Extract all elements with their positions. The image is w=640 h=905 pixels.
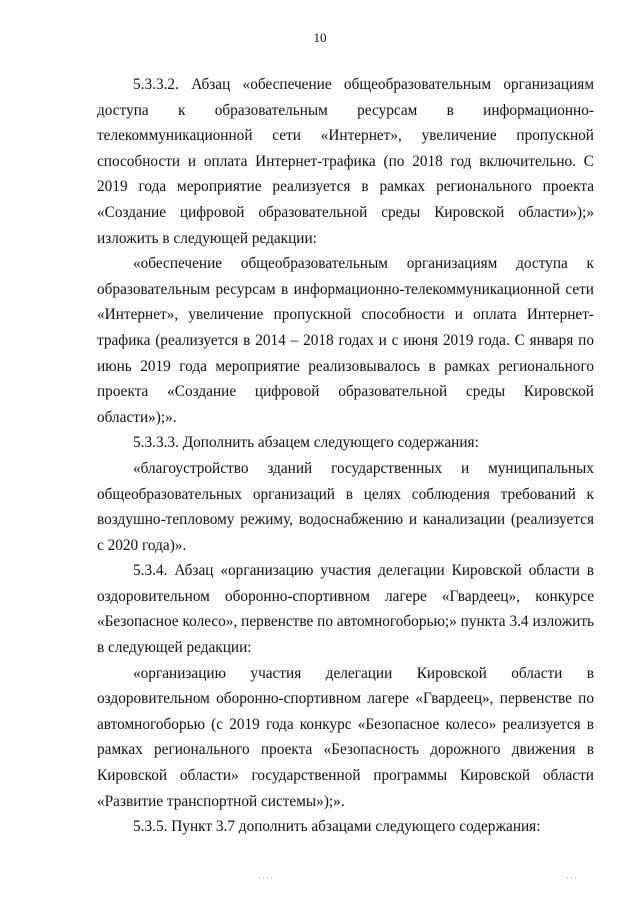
document-body: [97, 72, 594, 840]
paragraph-5-3-4: 5.3.4. Абзац «организацию участия делегации Кировской области в оздоровительном оборонно-спортивном лагере «Гвардеец», конкурсе «Безопасное колесо», первенстве по автомногоборью;» пункта 3.4 изложить в следующей редакции:: [97, 562, 594, 657]
page-number: 10: [313, 30, 327, 45]
paragraph-5-3-3-3: 5.3.3.3. Дополнить абзацем следующего содержания:: [133, 434, 479, 452]
paragraph-5-3-5: 5.3.5. Пункт 3.7 дополнить абзацами следующего содержания:: [133, 818, 541, 836]
scan-artifact-left: ····: [258, 873, 274, 883]
paragraph-5-3-3-2-new-wording: «обеспечение общеобразовательным организациям доступа к образовательным ресурсам в информационно-телекоммуникационной сети «Интернет», увеличение пропускной способности и оплата Интернет-трафика (реализуется в 2014 – 2018 годах и с июня 2019 года. С января по июнь 2019 года мероприятие реализовывалось в рамках регионального проекта «Создание цифровой образовательной среды Кировской области»);».: [97, 255, 594, 426]
paragraph-5-3-4-new-wording: «организацию участия делегации Кировской области в оздоровительном оборонно-спортивном лагере «Гвардеец», первенстве по автомногоборью (с 2019 года конкурс «Безопасное колесо» реализуется в рамках регионального проекта «Безопасность дорожного движения в Кировской области» государственной программы Кировской области «Развитие транспортной системы»);».: [97, 664, 594, 810]
scan-artifact-right: ···: [566, 873, 578, 883]
paragraph-5-3-3-3-addition: «благоустройство зданий государственных и муниципальных общеобразовательных организаций в целях соблюдения требований к воздушно-тепловому режиму, водоснабжению и канализации (реализуется с 2020 года)».: [97, 459, 594, 554]
paragraph-5-3-3-2: 5.3.3.2. Абзац «обеспечение общеобразовательным организациям доступа к образовательным ресурсам в информационно-телекоммуникационной сети «Интернет», увеличение пропускной способности и оплата Интернет-трафика (по 2018 год включительно. С 2019 года мероприятие реализуется в рамках регионального проекта «Создание цифровой образовательной среды Кировской области»);» изложить в следующей редакции:: [97, 76, 594, 247]
